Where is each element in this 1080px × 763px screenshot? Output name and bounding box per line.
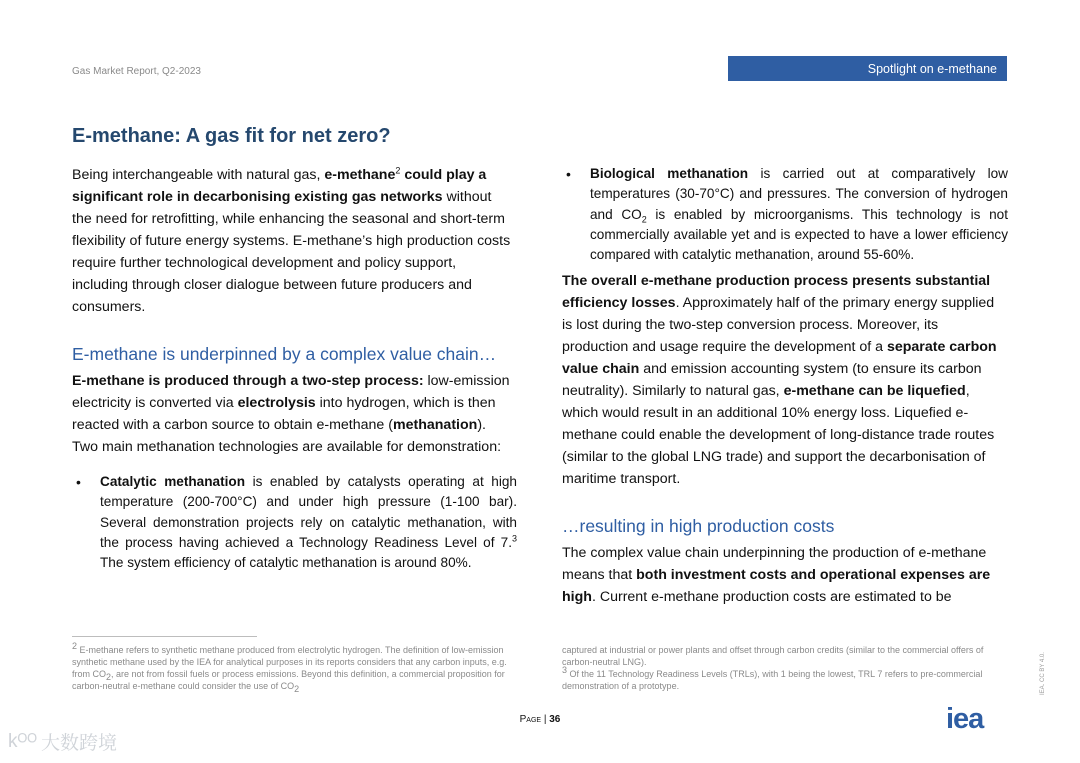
page-title: E-methane: A gas fit for net zero?: [72, 125, 391, 147]
process-paragraph: E-methane is produced through a two-step process: low-emission electricity is converted via electrolysis into hydrogen, which is then reacted with a carbon source to obtain e-methane (methanation). Two main methanation technologies are available for demonstration:: [72, 373, 510, 455]
watermark-text: 大数跨境: [40, 733, 117, 754]
report-title: Gas Market Report, Q2-2023: [72, 66, 201, 77]
left-column: [72, 164, 517, 573]
bullet-dot: •: [566, 166, 571, 182]
intro-paragraph: Being interchangeable with natural gas, e-methane$^2$ could play a significant role in decarbonising existing gas networks without the need for retrofitting, while enhancing the seasonal and short-term flexibility of future energy systems. E-methane’s high production costs require further technological development and policy support, including through closer dialogue between future producers and consumers.: [72, 165, 511, 315]
bullet-dot: •: [76, 474, 81, 490]
footnote-divider: [72, 636, 257, 637]
iea-logo: iea: [946, 703, 984, 735]
license-text: IEA. CC BY 4.0.: [1040, 652, 1046, 695]
page-number: Page | 36: [519, 714, 561, 725]
section-tag: [728, 56, 1007, 81]
footnote-right: captured at industrial or power plants and offset through carbon credits (similar to the commercial offers of carbon-neutral LNG). $^3$ Of the 11 Technology Readiness Levels (TRLs), with 1 being the lowest, TRL 7 refers to pre-commercial demonstration of a prototype.: [562, 645, 984, 691]
watermark-mark: kᴼᴼ: [8, 730, 37, 752]
footnote-left: $^2$ E-methane refers to synthetic methane produced from electrolytic hydrogen. The definition of low-emission synthetic methane used by the IEA for analytical purposes in its reports considers that any carbon inputs, e.g. from $CO_2$, are not from fossil fuels or process emissions. Beyond this definition, a commercial proposition for carbon-neutral e-methane could consider the use of $CO_2$: [72, 641, 507, 694]
costs-paragraph: The complex value chain underpinning the production of e-methane means that both investment costs and operational expenses are high. Current e-methane production costs are estimated to be: [562, 545, 991, 606]
right-column: [562, 164, 1008, 608]
section-heading-value-chain: E-methane is underpinned by a complex value chain…: [72, 344, 497, 364]
efficiency-paragraph: The overall e-methane production process presents substantial efficiency losses. Approximately half of the primary energy supplied is lost during the two-step conversion process. Moreover, its production and usage require the development of a separate carbon value chain and emission accounting system (to ensure its carbon neutrality). Similarly to natural gas, e-methane can be liquefied, which would result in an additional 10% energy loss. Liquefied e-methane could enable the development of long-distance trade routes (similar to the global LNG trade) and support the decarbonisation of maritime transport.: [562, 273, 997, 488]
section-heading-production-costs: …resulting in high production costs: [562, 516, 835, 537]
watermark: [8, 728, 117, 755]
section-tag-label: Spotlight on e-methane: [867, 61, 997, 76]
bullet-biological-methanation: • Biological methanation is carried out at comparatively low temperatures (30-70°C) and pressures. The conversion of hydrogen and $CO_2$ is enabled by microorganisms. This technology is not commercially available yet and is expected to have a lower efficiency compared with catalytic methanation, around 55-60%.: [566, 166, 1008, 263]
bullet-catalytic-methanation: • Catalytic methanation is enabled by catalysts operating at high temperature (200-700°C) and under high pressure (1-100 bar). Several demonstration projects rely on catalytic methanation, with the process having achieved a Technology Readiness Level of 7.$^3$ The system efficiency of catalytic methanation is around 80%.: [76, 474, 517, 571]
